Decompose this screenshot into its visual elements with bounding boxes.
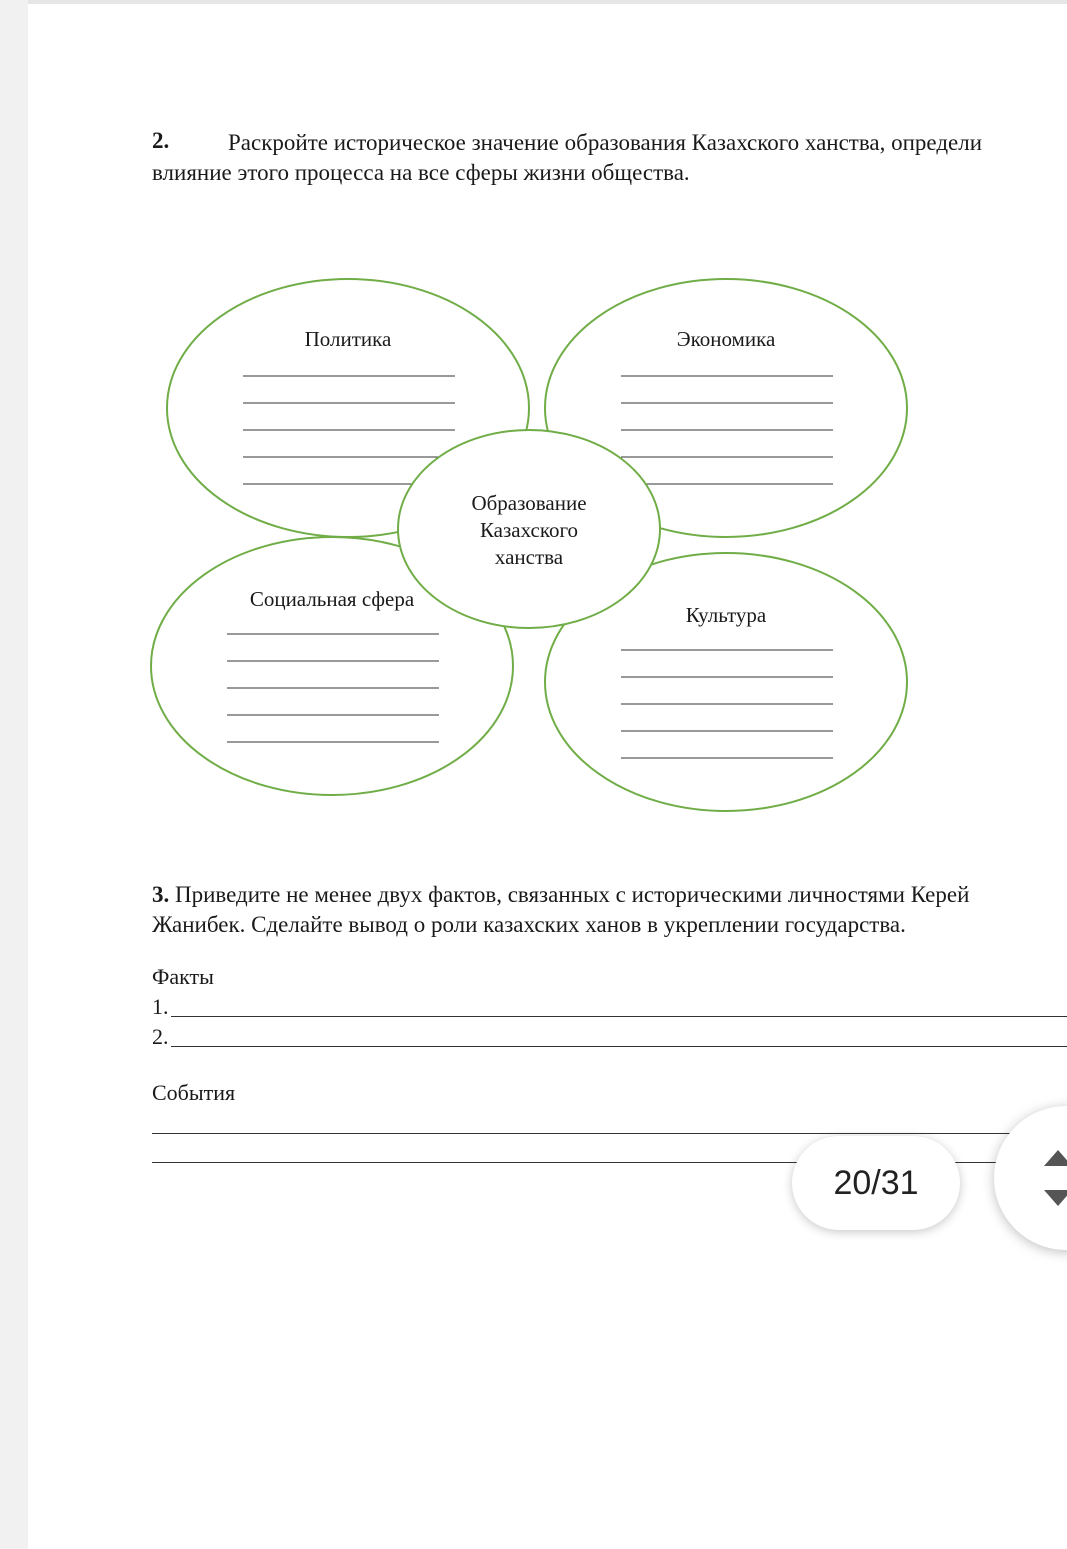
events-answer-line-1[interactable] <box>152 1133 1012 1134</box>
fact-1-answer-line[interactable] <box>171 1016 1067 1017</box>
label-culture: Культура <box>685 603 767 627</box>
question-3-number: 3. <box>152 882 170 907</box>
page-indicator: 20/31 <box>792 1136 960 1230</box>
triangle-down-icon[interactable] <box>1044 1190 1067 1206</box>
fact-1-prefix: 1. <box>152 994 169 1019</box>
triangle-up-icon[interactable] <box>1044 1150 1067 1166</box>
question-2-text-line2: влияние этого процесса на все сферы жизни общества. <box>152 160 690 185</box>
center-label-line3: ханства <box>494 545 564 569</box>
question-3-text-line2: Жанибек. Сделайте вывод о роли казахских ханов в укреплении государства. <box>152 912 906 937</box>
fact-2-answer-line[interactable] <box>171 1046 1067 1047</box>
label-politics: Политика <box>304 327 392 351</box>
question-3-text-line1 <box>152 880 969 910</box>
label-social: Социальная сфера <box>249 587 415 611</box>
events-heading: События <box>152 1080 236 1105</box>
question-3-text-rest: Приведите не менее двух фактов, связанных с историческими личностями Керей <box>169 882 970 907</box>
label-economy: Экономика <box>676 327 776 351</box>
facts-heading: Факты <box>152 964 214 989</box>
center-label-line2: Казахского <box>479 518 579 542</box>
fact-2-prefix: 2. <box>152 1024 169 1049</box>
center-label-line1: Образование <box>471 491 587 515</box>
question-2-text-line1: Раскройте историческое значение образования Казахского ханства, определи <box>228 130 983 155</box>
question-2-number: 2. <box>152 128 170 153</box>
